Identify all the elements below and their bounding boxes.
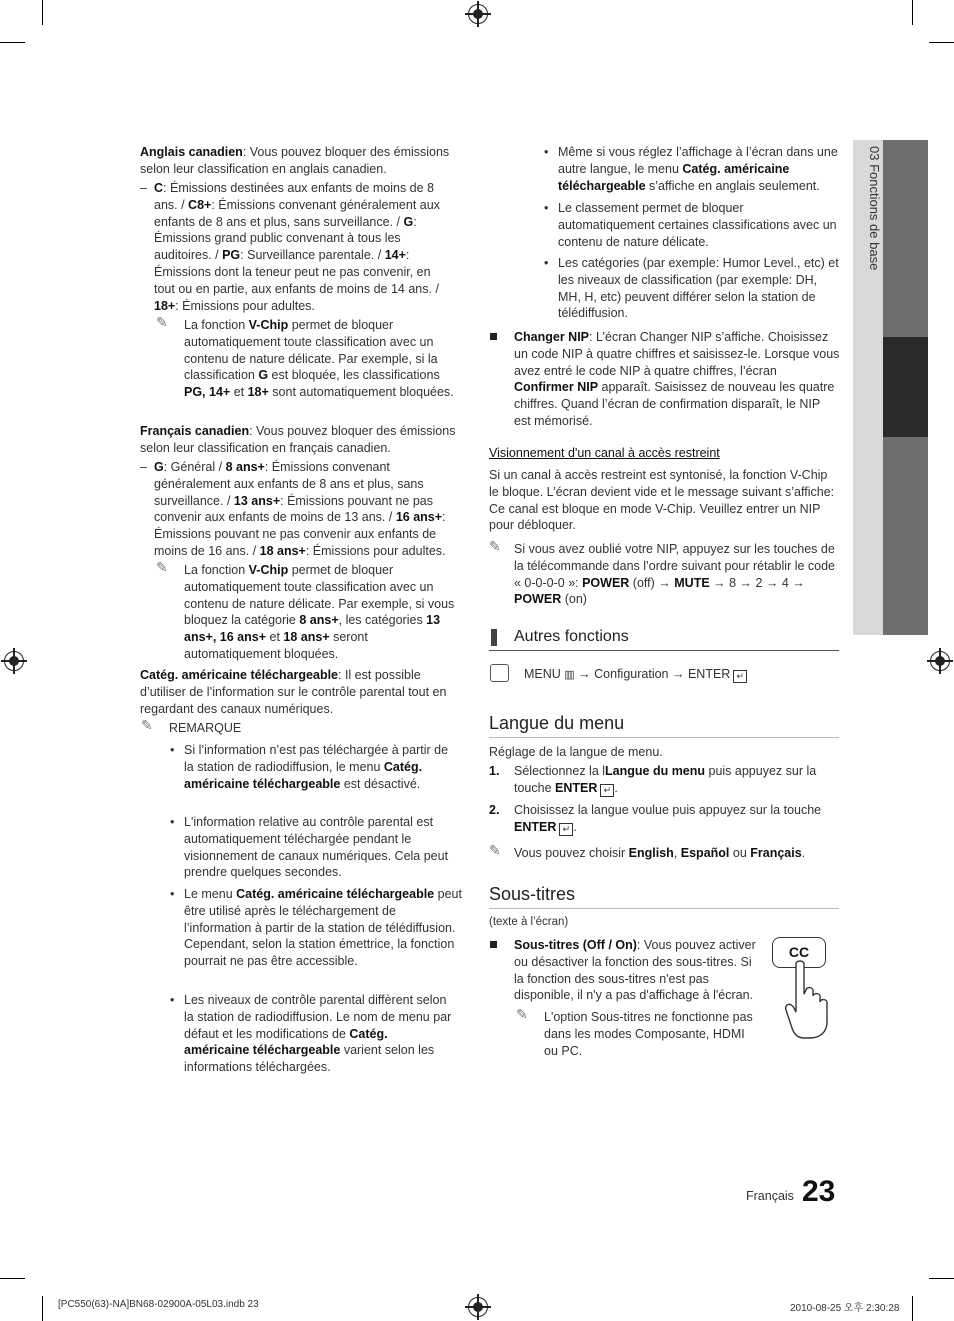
note-pencil-icon: ✎ bbox=[141, 717, 153, 733]
bullet: • bbox=[170, 993, 175, 1007]
bullet: • bbox=[544, 145, 549, 159]
forgot-pin-note: Si vous avez oublié votre NIP, appuyez sur les touches de la télécommande dans l’ordre suivant pour rétablir le code « 0-0-0-0 »: POWER (off) → MUTE → 8 → 2 → 4 → POWER (on) bbox=[514, 542, 836, 607]
section-bar bbox=[491, 629, 497, 646]
sous-titres-heading: Sous-titres bbox=[489, 884, 576, 904]
section-rule bbox=[489, 737, 839, 738]
note-item: Même si vous réglez l’affichage à l’écran dans une autre langue, le menu Catég. américaine téléchargeable s’affiche en anglais seulement. bbox=[558, 145, 838, 193]
registration-mark-icon bbox=[468, 1297, 488, 1317]
vchip-note-english: La fonction V-Chip permet de bloquer automatiquement toute classification avec un contenu de nature délicate. Par exemple, si la classification G est bloquée, les classifications PG, 14+ et 18+ sont automatiquement bloquées. bbox=[184, 318, 454, 400]
enter-icon: ↵ bbox=[733, 670, 747, 683]
note-pencil-icon: ✎ bbox=[156, 314, 168, 330]
remark-item: Les niveaux de contrôle parental diffèrent selon la station de radiodiffusion. Le nom de menu par défaut et les modifications de Catég. américaine téléchargeable varient selon les informations téléchargées. bbox=[184, 993, 452, 1075]
sous-titres-paragraph: Sous-titres (Off / On): Vous pouvez activer ou désactiver la fonction des sous-titres. Si la fonction des sous-titres n'est pas disponible, il n'y a pas d'affichage à l'écran. bbox=[514, 938, 756, 1003]
remark-item: L'information relative au contrôle parental est automatiquement téléchargée pendant le visionnement de canaux numériques. Cela peut prendre quelques secondes. bbox=[184, 815, 449, 880]
bullet: • bbox=[544, 201, 549, 215]
bullet: • bbox=[170, 887, 175, 901]
french-canadian-paragraph: Français canadien: Vous pouvez bloquer des émissions selon leur classification en français canadien. bbox=[140, 424, 456, 455]
us-downloadable-paragraph: Catég. américaine téléchargeable: Il est possible d’utiliser de l’information sur le contrôle parental tout en regardant des canaux numériques. bbox=[140, 668, 447, 716]
crop-mark bbox=[42, 1296, 43, 1321]
changer-nip-paragraph: Changer NIP: L’écran Changer NIP s’affiche. Choisissez un code NIP à quatre chiffres et saisissez-le. Lorsque vous avez entré le code NIP à quatre chiffres, l’écran Confirmer NIP apparaît. Saisissez de nouveau les quatre chiffres. Quand l’écran de confirmation disparaît, le NIP est mémorisé. bbox=[514, 330, 840, 428]
crop-mark bbox=[929, 42, 954, 43]
note-item: Le classement permet de bloquer automatiquement certaines classifications avec un contenu de nature délicate. bbox=[558, 201, 837, 249]
chapter-tab-active bbox=[883, 337, 928, 437]
english-ratings-list: C: Émissions destinées aux enfants de moins de 8 ans. / C8+: Émissions convenant généralement aux enfants de 8 ans et plus, sans surveillance. / G: Émissions grand public convenant à tous les auditoires. / PG: Surveillance parentale. / 14+: Émissions dont la teneur peut ne pas convenir, en tout ou en partie, aux enfants de moins de 14 ans. / 18+: Émissions pour adultes. bbox=[154, 181, 440, 313]
cc-button-icon: CC bbox=[772, 937, 826, 968]
square-bullet-icon bbox=[490, 333, 497, 340]
vchip-note-french: La fonction V-Chip permet de bloquer automatiquement toute classification avec un contenu de nature délicate. Par exemple, si vous bloquez la catégorie 8 ans+, les catégories 13 ans+, 16 ans+ et 18 ans+ seront automatiquement bloquées. bbox=[184, 563, 455, 661]
registration-mark-icon bbox=[468, 4, 488, 24]
chapter-tab-block bbox=[883, 437, 928, 635]
registration-mark-icon bbox=[930, 651, 950, 671]
remark-item: Le menu Catég. américaine téléchargeable peut être utilisé après le téléchargement de l’information à partir de la station de télédiffusion. Cependant, selon la station émettrice, la fonction pourrait ne pas être accessible. bbox=[184, 887, 462, 969]
note-pencil-icon: ✎ bbox=[156, 559, 168, 575]
square-bullet-icon bbox=[490, 941, 497, 948]
chapter-tab-block bbox=[883, 140, 928, 337]
page-number: 23 bbox=[802, 1175, 836, 1208]
restricted-channel-title: Visionnement d'un canal à accès restreint bbox=[489, 446, 720, 460]
bullet: • bbox=[544, 256, 549, 270]
hand-pointer-icon bbox=[782, 960, 844, 1042]
crop-mark bbox=[912, 1296, 913, 1321]
dash: – bbox=[140, 460, 147, 474]
restricted-channel-text: Si un canal à accès restreint est syntonisé, la fonction V-Chip le bloque. L’écran devient vide et le message suivant s’affiche: Ce canal est bloque en mode V-Chip. Veuillez entrer un NIP pour débloquer. bbox=[489, 468, 835, 533]
english-canadian-paragraph: Anglais canadien: Vous pouvez bloquer des émissions selon leur classification en anglais canadien. bbox=[140, 145, 450, 176]
bullet: • bbox=[170, 743, 175, 757]
print-file-name: [PC550(63)-NA]BN68-02900A-05L03.indb 23 bbox=[58, 1299, 259, 1310]
registration-mark-icon bbox=[4, 651, 24, 671]
step-2: Choisissez la langue voulue puis appuyez sur la touche ENTER ↵ . bbox=[514, 803, 822, 834]
step-number: 2. bbox=[489, 803, 500, 817]
print-date: 2010-08-25 오후 2:30:28 bbox=[790, 1303, 900, 1314]
french-ratings-list: G: Général / 8 ans+: Émissions convenant généralement aux enfants de 8 ans et plus, sans surveillance. / 13 ans+: Émissions pouvant ne pas convenir aux enfants de moins de 13 ans. / 16 ans+: Émissions pouvant ne pas convenir aux enfants de moins de 16 ans. / 18 ans+: Émissions pour adultes. bbox=[154, 460, 446, 558]
dash: – bbox=[140, 181, 147, 195]
crop-mark bbox=[929, 1278, 954, 1279]
menu-icon bbox=[490, 664, 509, 682]
step-1: Sélectionnez la lLangue du menu puis appuyez sur la touche ENTER ↵ . bbox=[514, 764, 817, 795]
note-item: Les catégories (par exemple: Humor Level., etc) et les niveaux de classification (par exemple: DH, MH, H, etc) peuvent différer selon la station de télédiffusion. bbox=[558, 256, 839, 321]
footer-language: Français bbox=[746, 1189, 794, 1203]
crop-mark bbox=[0, 1278, 25, 1279]
remark-item: Si l’information n’est pas téléchargée à partir de la station de radiodiffusion, le menu Catég. américaine téléchargeable est désactivé. bbox=[184, 743, 449, 791]
section-rule bbox=[489, 908, 839, 909]
chapter-label: 03 Fonctions de base bbox=[867, 146, 882, 271]
remarque-label: REMARQUE bbox=[169, 721, 242, 735]
crop-mark bbox=[0, 42, 25, 43]
menu-path: MENU ▥ → Configuration → ENTER ↵ bbox=[524, 666, 747, 684]
crop-mark bbox=[42, 0, 43, 25]
crop-mark bbox=[912, 0, 913, 25]
autres-fonctions-heading: Autres fonctions bbox=[514, 628, 629, 645]
note-pencil-icon: ✎ bbox=[516, 1006, 528, 1022]
section-rule bbox=[489, 650, 839, 651]
step-number: 1. bbox=[489, 764, 500, 778]
sous-titres-note: L'option Sous-titres ne fonctionne pas dans les modes Composante, HDMI ou PC. bbox=[544, 1010, 753, 1058]
langue-heading: Langue du menu bbox=[489, 713, 625, 733]
note-pencil-icon: ✎ bbox=[489, 538, 501, 554]
sous-titres-intro: (texte à l’écran) bbox=[489, 916, 569, 928]
note-pencil-icon: ✎ bbox=[489, 842, 501, 858]
language-choices-note: Vous pouvez choisir English, Español ou Français. bbox=[514, 846, 806, 860]
bullet: • bbox=[170, 815, 175, 829]
langue-intro: Réglage de la langue de menu. bbox=[489, 745, 663, 759]
